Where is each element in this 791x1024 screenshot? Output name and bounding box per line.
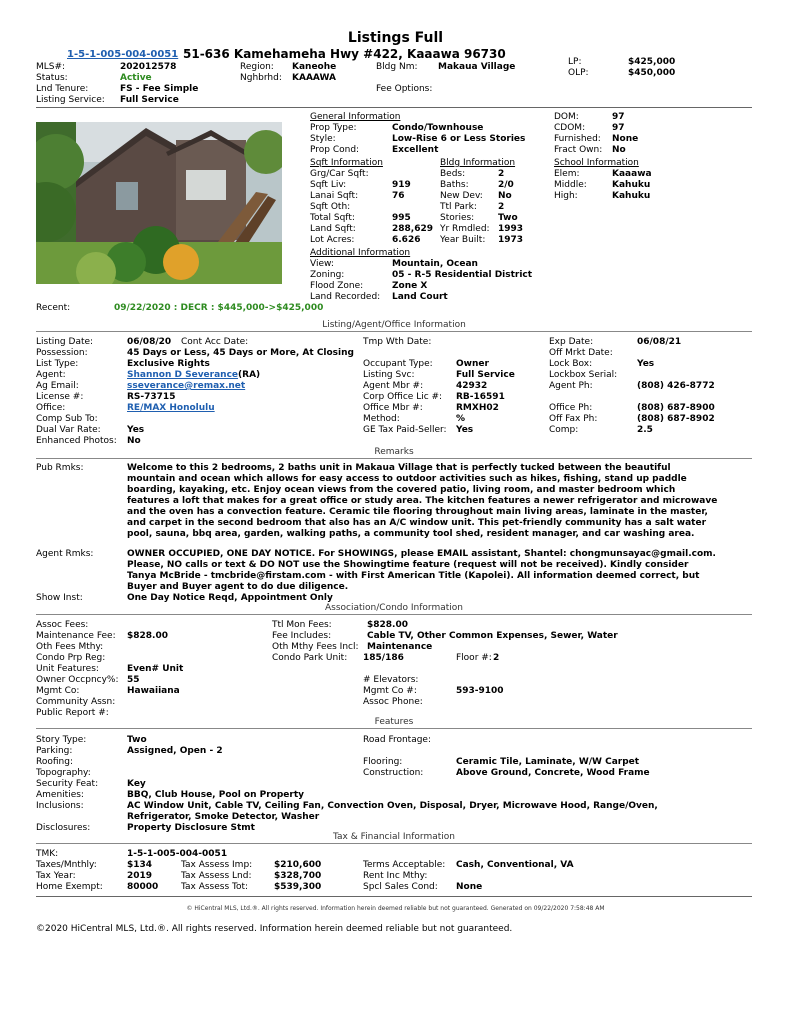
listing-address: 51-636 Kamehameha Hwy #422, Kaaawa 96730 <box>183 47 506 61</box>
status-badge: Active <box>120 73 152 83</box>
terms-label: Terms Acceptable: <box>363 860 446 870</box>
lp-label: LP: <box>568 57 582 67</box>
unit-features-label: Unit Features: <box>36 664 99 674</box>
property-photo[interactable] <box>36 122 282 284</box>
listing-date-label: Listing Date: <box>36 337 94 347</box>
ttl-mon-fees-value: $828.00 <box>367 620 408 630</box>
beds-label: Beds: <box>440 169 466 179</box>
dom-label: DOM: <box>554 112 579 122</box>
prop-cond-value: Excellent <box>392 145 439 155</box>
corp-office-lic-label: Corp Office Lic #: <box>363 392 443 402</box>
tax-financial-heading: Tax & Financial Information <box>36 832 752 844</box>
bldg-name-value: Makaua Village <box>438 62 516 72</box>
office-fax-label: Off Fax Ph: <box>549 414 598 424</box>
inclusions-value: AC Window Unit, Cable TV, Ceiling Fan, Convection Oven, Disposal, Dryer, Microwave Hood, Range/Oven, Refrigerator, Smoke Detector, Washer <box>127 801 658 822</box>
tax-year-value: 2019 <box>127 871 153 881</box>
remarks-heading: Remarks <box>36 447 752 459</box>
lock-box-label: Lock Box: <box>549 359 593 369</box>
parking-value: Assigned, Open - 2 <box>127 746 223 756</box>
zoning-value: 05 - R-5 Residential District <box>392 270 533 280</box>
flood-zone-label: Flood Zone: <box>310 281 364 291</box>
tax-assess-lnd-value: $328,700 <box>274 871 322 881</box>
lot-acres-label: Lot Acres: <box>310 235 355 245</box>
listing-svc-value: Full Service <box>456 370 515 380</box>
amenities-label: Amenities: <box>36 790 84 800</box>
enhanced-photos-label: Enhanced Photos: <box>36 436 117 446</box>
flooring-value: Ceramic Tile, Laminate, W/W Carpet <box>456 757 640 767</box>
roofing-label: Roofing: <box>36 757 73 767</box>
total-sqft-label: Total Sqft: <box>310 213 355 223</box>
inclusions-label: Inclusions: <box>36 801 84 811</box>
ttl-park-label: Ttl Park: <box>440 202 477 212</box>
middle-label: Middle: <box>554 180 587 190</box>
lockbox-serial-label: Lockbox Serial: <box>549 370 618 380</box>
zoning-label: Zoning: <box>310 270 345 280</box>
parking-label: Parking: <box>36 746 73 756</box>
agent-phone-value: (808) 426-8772 <box>637 381 715 391</box>
office-fax-value: (808) 687-8902 <box>637 414 715 424</box>
recent-price-change: 09/22/2020 : DECR : $445,000->$425,000 <box>114 303 324 313</box>
listing-agent-office-heading: Listing/Agent/Office Information <box>36 320 752 332</box>
comp-label: Comp: <box>549 425 579 435</box>
rent-inc-label: Rent Inc Mthy: <box>363 871 428 881</box>
pub-remarks-label: Pub Rmks: <box>36 463 84 473</box>
new-dev-value: No <box>498 191 512 201</box>
occupant-type-label: Occupant Type: <box>363 359 433 369</box>
view-value: Mountain, Ocean <box>392 259 478 269</box>
fract-own-label: Fract Own: <box>554 145 603 155</box>
oth-fees-incl-value: Maintenance <box>367 642 433 652</box>
elem-value: Kaaawa <box>612 169 652 179</box>
middle-value: Kahuku <box>612 180 651 190</box>
school-heading: School Information <box>554 158 639 168</box>
region-value: Kaneohe <box>292 62 337 72</box>
home-exempt-label: Home Exempt: <box>36 882 103 892</box>
exp-date-value: 06/08/21 <box>637 337 682 347</box>
license-label: License #: <box>36 392 84 402</box>
mgmt-co-number-label: Mgmt Co #: <box>363 686 417 696</box>
furnished-value: None <box>612 134 639 144</box>
security-value: Key <box>127 779 146 789</box>
dual-var-rate-label: Dual Var Rate: <box>36 425 101 435</box>
land-recorded-value: Land Court <box>392 292 448 302</box>
fee-includes-label: Fee Includes: <box>272 631 332 641</box>
mls-number: 202012578 <box>120 62 177 72</box>
agent-email-link[interactable]: sseverance@remax.net <box>127 381 246 391</box>
dom-value: 97 <box>612 112 625 122</box>
agent-field <box>127 370 260 381</box>
footer-divider <box>36 896 752 897</box>
oth-fees-label: Oth Fees Mthy: <box>36 642 104 652</box>
sqft-liv-value: 919 <box>392 180 411 190</box>
additional-heading: Additional Information <box>310 248 411 258</box>
agent-label: Agent: <box>36 370 66 380</box>
corp-office-lic-value: RB-16591 <box>456 392 505 402</box>
tax-assess-lnd-label: Tax Assess Lnd: <box>181 871 252 881</box>
taxes-monthly-label: Taxes/Mnthly: <box>36 860 97 870</box>
comp-value: 2.5 <box>637 425 653 435</box>
flooring-label: Flooring: <box>363 757 403 767</box>
cont-acc-date-label: Cont Acc Date: <box>181 337 249 347</box>
lanai-sqft-label: Lanai Sqft: <box>310 191 359 201</box>
community-assn-label: Community Assn: <box>36 697 116 707</box>
license-value: RS-73715 <box>127 392 176 402</box>
fee-options-label: Fee Options: <box>376 84 433 94</box>
page-title: Listings Full <box>347 30 444 46</box>
agent-name-link[interactable]: Shannon D Severance <box>127 370 239 380</box>
taxes-monthly-value: $134 <box>127 860 153 870</box>
flood-zone-value: Zone X <box>392 281 428 291</box>
grg-sqft-label: Grg/Car Sqft: <box>310 169 369 179</box>
spcl-sales-cond-label: Spcl Sales Cond: <box>363 882 438 892</box>
floor-label: Floor #: <box>456 653 492 663</box>
oth-fees-incl-label: Oth Mthy Fees Incl: <box>272 642 359 652</box>
owner-occupancy-value: 55 <box>127 675 140 685</box>
comp-sub-label: Comp Sub To: <box>36 414 98 424</box>
lanai-sqft-value: 76 <box>392 191 405 201</box>
fee-includes-value: Cable TV, Other Common Expenses, Sewer, Water <box>367 631 618 641</box>
tmk-value: 1-5-1-005-004-0051 <box>127 849 228 859</box>
ge-tax-value: Yes <box>456 425 474 435</box>
listing-service-value: Full Service <box>120 95 179 105</box>
tmk-label: TMK: <box>36 849 59 859</box>
yr-rmdled-label: Yr Rmdled: <box>440 224 490 234</box>
agent-suffix: (RA) <box>238 370 261 380</box>
possession-value: 45 Days or Less, 45 Days or More, At Closing <box>127 348 354 358</box>
office-mbr-label: Office Mbr #: <box>363 403 423 413</box>
occupant-type-value: Owner <box>456 359 489 369</box>
possession-label: Possession: <box>36 348 88 358</box>
terms-value: Cash, Conventional, VA <box>456 860 574 870</box>
mls-tmk-link[interactable]: 1-5-1-005-004-0051 <box>67 49 179 60</box>
nghbrhd-value: KAAAWA <box>292 73 336 83</box>
status-label: Status: <box>36 73 68 83</box>
nghbrhd-label: Nghbrhd: <box>240 73 282 83</box>
construction-value: Above Ground, Concrete, Wood Frame <box>456 768 650 778</box>
olp-value: $450,000 <box>628 68 676 78</box>
tax-year-label: Tax Year: <box>36 871 76 881</box>
maintenance-fee-value: $828.00 <box>127 631 168 641</box>
mgmt-co-number-value: 593-9100 <box>456 686 504 696</box>
olp-label: OLP: <box>568 68 589 78</box>
show-inst-value: One Day Notice Reqd, Appointment Only <box>127 593 333 603</box>
year-built-value: 1973 <box>498 235 524 245</box>
beds-value: 2 <box>498 169 505 179</box>
baths-value: 2/0 <box>498 180 514 190</box>
office-link[interactable]: RE/MAX Honolulu <box>127 403 215 413</box>
new-dev-label: New Dev: <box>440 191 483 201</box>
story-type-label: Story Type: <box>36 735 87 745</box>
land-sqft-value: 288,629 <box>392 224 433 234</box>
sqft-heading: Sqft Information <box>310 158 383 168</box>
prop-type-label: Prop Type: <box>310 123 357 133</box>
agent-email-label: Ag Email: <box>36 381 79 391</box>
pub-remarks-text: Welcome to this 2 bedrooms, 2 baths unit in Makaua Village that is perfectly tucked between the beautiful mountain and ocean which allows for easy access to outdoor activities such as hikes, fishing, stand up paddle boarding, kayaking, etc. Enjoy ocean views from the covered patio, living room, and master bedroom which features a loft that makes for a great office or study area. The kitchen features a newer refrigerator and microwave and the oven has a convection feature. Ceramic tile flooring throughout main living areas, laminate in the master, and carpet in the second bedroom that also has an A/C window unit. This pet-friendly community has a salt water pool, sauna, bbq area, garden, walking paths, a community tool shed, resident manager, and car washing area. <box>127 463 718 539</box>
style-value: Low-Rise 6 or Less Stories <box>392 134 526 144</box>
bldg-name-label: Bldg Nm: <box>376 62 418 72</box>
off-mrkt-date-label: Off Mrkt Date: <box>549 348 613 358</box>
ge-tax-label: GE Tax Paid-Seller: <box>363 425 447 435</box>
lot-acres-value: 6.626 <box>392 235 421 245</box>
tax-assess-tot-label: Tax Assess Tot: <box>181 882 249 892</box>
office-phone-label: Office Ph: <box>549 403 593 413</box>
home-exempt-value: 80000 <box>127 882 159 892</box>
high-label: High: <box>554 191 578 201</box>
public-report-label: Public Report #: <box>36 708 109 718</box>
list-type-value: Exclusive Rights <box>127 359 210 369</box>
cdom-value: 97 <box>612 123 625 133</box>
lock-box-value: Yes <box>637 359 655 369</box>
tenure-value: FS - Fee Simple <box>120 84 199 94</box>
enhanced-photos-value: No <box>127 436 141 446</box>
owner-occupancy-label: Owner Occpncy%: <box>36 675 119 685</box>
stories-label: Stories: <box>440 213 475 223</box>
floor-value: 2 <box>493 653 500 663</box>
mgmt-co-label: Mgmt Co: <box>36 686 80 696</box>
tax-assess-imp-label: Tax Assess Imp: <box>181 860 253 870</box>
agent-mbr-label: Agent Mbr #: <box>363 381 424 391</box>
maintenance-fee-label: Maintenance Fee: <box>36 631 116 641</box>
generated-footer: © HiCentral MLS, Ltd.®. All rights reserved. Information herein deemed reliable but not guaranteed. Generated on 09/22/2020 7:58:48 AM <box>186 905 605 912</box>
amenities-value: BBQ, Club House, Pool on Property <box>127 790 305 800</box>
view-label: View: <box>310 259 334 269</box>
style-label: Style: <box>310 134 336 144</box>
bldg-heading: Bldg Information <box>440 158 516 168</box>
dual-var-rate-value: Yes <box>127 425 145 435</box>
region-label: Region: <box>240 62 274 72</box>
assoc-fees-label: Assoc Fees: <box>36 620 89 630</box>
ttl-mon-fees-label: Ttl Mon Fees: <box>272 620 332 630</box>
listing-service-label: Listing Service: <box>36 95 105 105</box>
condo-prp-reg-label: Condo Prp Reg: <box>36 653 106 663</box>
elevators-label: # Elevators: <box>363 675 419 685</box>
cdom-label: CDOM: <box>554 123 586 133</box>
property-photo-image <box>36 122 282 284</box>
assoc-phone-label: Assoc Phone: <box>363 697 423 707</box>
spcl-sales-cond-value: None <box>456 882 483 892</box>
high-value: Kahuku <box>612 191 651 201</box>
tenure-label: Lnd Tenure: <box>36 84 89 94</box>
method-value: % <box>456 414 466 424</box>
baths-label: Baths: <box>440 180 469 190</box>
listing-svc-label: Listing Svc: <box>363 370 415 380</box>
construction-label: Construction: <box>363 768 424 778</box>
exp-date-label: Exp Date: <box>549 337 594 347</box>
features-heading: Features <box>36 717 752 729</box>
furnished-label: Furnished: <box>554 134 601 144</box>
sqft-oth-label: Sqft Oth: <box>310 202 351 212</box>
land-sqft-label: Land Sqft: <box>310 224 356 234</box>
show-inst-label: Show Inst: <box>36 593 83 603</box>
stories-value: Two <box>498 213 518 223</box>
tax-assess-imp-value: $210,600 <box>274 860 322 870</box>
office-mbr-value: RMXH02 <box>456 403 499 413</box>
listing-date-value: 06/08/20 <box>127 337 172 347</box>
lp-value: $425,000 <box>628 57 676 67</box>
office-phone-value: (808) 687-8900 <box>637 403 715 413</box>
security-label: Security Feat: <box>36 779 99 789</box>
agent-remarks-text: OWNER OCCUPIED, ONE DAY NOTICE. For SHOWINGS, please EMAIL assistant, Shantel: chongmunsayac@gmail.com. Please, NO calls or text & DO NOT use the Showingtime feature (request will not be received). Kindly consider Tanya McBride - tmcbride@firstam.com - with First American Title (Kapolei). All information deemed correct, but Buyer and Buyer agent to do due diligence. <box>127 549 716 592</box>
agent-mbr-value: 42932 <box>456 381 488 391</box>
prop-type-value: Condo/Townhouse <box>392 123 484 133</box>
unit-features-value: Even# Unit <box>127 664 184 674</box>
total-sqft-value: 995 <box>392 213 411 223</box>
recent-label: Recent: <box>36 303 71 313</box>
land-recorded-label: Land Recorded: <box>310 292 381 302</box>
header-divider <box>36 107 752 108</box>
general-info-heading: General Information <box>310 112 401 122</box>
sqft-liv-label: Sqft Liv: <box>310 180 347 190</box>
year-built-label: Year Built: <box>440 235 486 245</box>
tmp-wth-date-label: Tmp Wth Date: <box>363 337 432 347</box>
yr-rmdled-value: 1993 <box>498 224 524 234</box>
disclosures-label: Disclosures: <box>36 823 91 833</box>
topography-label: Topography: <box>36 768 91 778</box>
mls-label: MLS#: <box>36 62 66 72</box>
agent-phone-label: Agent Ph: <box>549 381 593 391</box>
list-type-label: List Type: <box>36 359 79 369</box>
condo-park-unit-label: Condo Park Unit: <box>272 653 348 663</box>
condo-park-unit-value: 185/186 <box>363 653 404 663</box>
tax-assess-tot-value: $539,300 <box>274 882 322 892</box>
disclosures-value: Property Disclosure Stmt <box>127 823 255 833</box>
office-label: Office: <box>36 403 66 413</box>
fract-own-value: No <box>612 145 626 155</box>
copyright-footer: ©2020 HiCentral MLS, Ltd.®. All rights reserved. Information herein deemed reliable but not guaranteed. <box>36 924 513 934</box>
prop-cond-label: Prop Cond: <box>310 145 360 155</box>
story-type-value: Two <box>127 735 147 745</box>
association-heading: Association/Condo Information <box>36 603 752 615</box>
road-frontage-label: Road Frontage: <box>363 735 432 745</box>
elem-label: Elem: <box>554 169 580 179</box>
agent-remarks-label: Agent Rmks: <box>36 549 94 559</box>
ttl-park-value: 2 <box>498 202 505 212</box>
method-label: Method: <box>363 414 400 424</box>
mgmt-co-value: Hawaiiana <box>127 686 180 696</box>
